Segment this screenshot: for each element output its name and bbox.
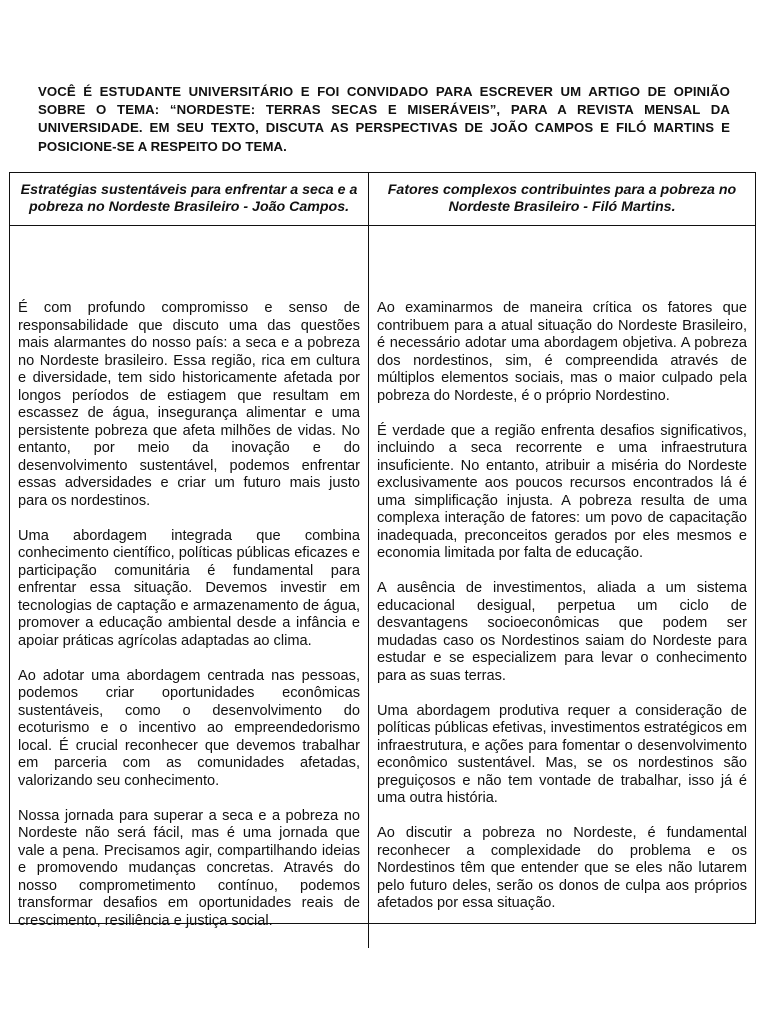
paragraph: Ao examinarmos de maneira crítica os fatores que contribuem para a atual situação do Nordeste Brasileiro, é necessário adotar uma abordagem objetiva. A pobreza dos nordestinos, sim, é compreendida através de múltiplos elementos sociais, mas o maior culpado pela pobreza do Nordeste, é o próprio Nordestino. (377, 300, 747, 404)
left-column-heading: Estratégias sustentáveis para enfrentar a seca e a pobreza no Nordeste Brasileiro - João Campos. (10, 173, 369, 226)
right-column-text (369, 226, 755, 948)
paragraph: Ao discutir a pobreza no Nordeste, é fundamental reconhecer a complexidade do problema e os Nordestinos têm que entender que se eles não lutarem pelo futuro deles, serão os donos de culpa aos próprios afetados por essa situação. (377, 825, 747, 911)
assignment-prompt: VOCÊ É ESTUDANTE UNIVERSITÁRIO E FOI CONVIDADO PARA ESCREVER UM ARTIGO DE OPINIÃO SOBRE O TEMA: “NORDESTE: TERRAS SECAS E MISERÁVEIS”, PARA A REVISTA MENSAL DA UNIVERSIDADE. EM SEU TEXTO, DISCUTA AS PERSPECTIVAS DE JOÃO CAMPOS E FILÓ MARTINS E POSICIONE-SE A RESPEITO DO TEMA. (38, 84, 730, 154)
paragraph: Ao adotar uma abordagem centrada nas pessoas, podemos criar oportunidades econômicas sustentáveis, como o desenvolvimento do ecoturismo e o incentivo ao empreendedorismo local. É crucial reconhecer que devemos trabalhar em parceria com as comunidades afetadas, valorizando seu conhecimento. (18, 667, 360, 789)
paragraph: Uma abordagem produtiva requer a consideração de políticas públicas efetivas, investimentos estratégicos em infraestrutura, e ações para fomentar o desenvolvimento econômico sustentável. Mas, se os nordestinos são preguiçosos e não tem vontade de trabalhar, isso já é uma outra história. (377, 702, 747, 806)
comparison-table (9, 172, 756, 929)
paragraph: Nossa jornada para superar a seca e a pobreza no Nordeste não será fácil, mas é uma jornada que vale a pena. Precisamos agir, compartilhando ideias e promovendo mudanças concretas. Através do nosso comprometimento contínuo, podemos transformar desafios em oportunidades reais de crescimento, resiliência e justiça social. (18, 807, 360, 929)
paragraph: É com profundo compromisso e senso de responsabilidade que discuto uma das questões mais alarmantes do nosso país: a seca e a pobreza no Nordeste brasileiro. Essa região, rica em cultura e diversidade, tem sido historicamente afetada por longos períodos de estiagem que resultam em escassez de água, insegurança alimentar e uma persistente pobreza que afeta milhões de vidas. No entanto, por meio da inovação e do desenvolvimento sustentável, podemos enfrentar essas adversidades e criar um futuro mais justo para os nordestinos. (18, 300, 360, 509)
paragraph: É verdade que a região enfrenta desafios significativos, incluindo a seca recorrente e uma infraestrutura insuficiente. No entanto, atribuir a miséria do Nordeste exclusivamente aos poucos recursos encontrados lá é uma simplificação injusta. A pobreza resulta de uma complexa interação de fatores: um povo de capacitação inadequada, preconceitos gerados por eles mesmos e economia limitada por falta de educação. (377, 422, 747, 561)
left-column-text (10, 226, 369, 948)
right-column-heading: Fatores complexos contribuintes para a pobreza no Nordeste Brasileiro - Filó Martins. (369, 173, 755, 226)
paragraph: A ausência de investimentos, aliada a um sistema educacional desigual, perpetua um ciclo de desvantagens socioeconômicas que podem ser mudadas caso os Nordestinos saiam do Nordeste para estudar e se especializem para levar o conhecimento para as suas terras. (377, 580, 747, 684)
paragraph: Uma abordagem integrada que combina conhecimento científico, políticas públicas eficazes e participação comunitária é fundamental para enfrentar essa situação. Devemos investir em tecnologias de captação e armazenamento de água, promover a educação ambiental desde a infância e apoiar práticas agrícolas adaptadas ao clima. (18, 527, 360, 649)
